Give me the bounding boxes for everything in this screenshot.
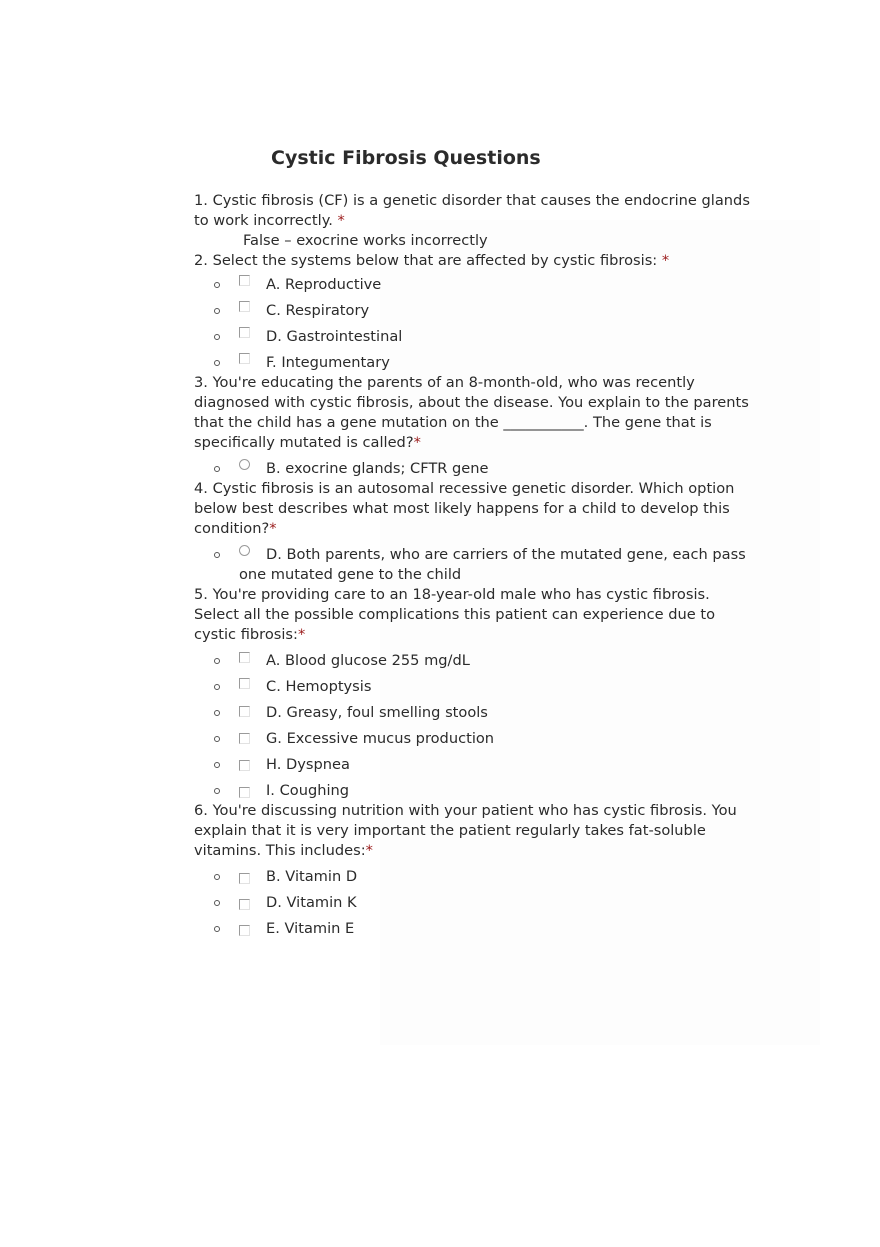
list-item [194,919,754,939]
checkbox[interactable] [239,733,250,744]
option-label: B. exocrine glands; CFTR gene [266,460,489,477]
required-mark: * [365,842,373,859]
question-4-options [194,545,754,585]
question-2-options [194,275,754,373]
question-5 [194,585,754,645]
list-item [194,545,754,585]
bullet-icon [214,552,220,558]
option-label: G. Excessive mucus production [266,730,495,747]
list-item [194,301,754,321]
list-item [194,353,754,373]
question-4-text: 4. Cystic fibrosis is an autosomal recessive genetic disorder. Which option below best describes what most likely happens for a child to develop this condition? [194,480,735,537]
bullet-icon [214,360,220,366]
checkbox[interactable] [239,925,250,936]
question-5-text: 5. You're providing care to an 18-year-old male who has cystic fibrosis. Select all the possible complications this patient can experience due to cystic fibrosis: [194,586,716,643]
list-item [194,867,754,887]
option-label: A. Reproductive [266,276,382,293]
list-item [194,703,754,723]
checkbox[interactable] [239,301,250,312]
question-1-answer: False – exocrine works incorrectly [243,232,488,249]
option-label: D. Gastrointestinal [266,328,403,345]
list-item [194,651,754,671]
bullet-icon [214,788,220,794]
checkbox[interactable] [239,678,250,689]
bullet-icon [214,466,220,472]
checkbox[interactable] [239,873,250,884]
bullet-icon [214,684,220,690]
question-list [194,191,754,939]
option-label: I. Coughing [266,782,350,799]
question-3 [194,373,754,453]
required-mark: * [661,252,670,269]
checkbox[interactable] [239,787,250,798]
checkbox[interactable] [239,652,250,663]
option-label: A. Blood glucose 255 mg/dL [266,652,470,669]
option-label: D. Greasy, foul smelling stools [266,704,488,721]
list-item [194,327,754,347]
question-3-text: 3. You're educating the parents of an 8-month-old, who was recently diagnosed with cystic fibrosis, about the disease. You explain to the parents that the child has a gene mutation on the ___________. The gene that is specifically mutated is called? [194,374,749,451]
radio-button[interactable] [239,459,250,470]
bullet-icon [214,308,220,314]
bullet-icon [214,874,220,880]
checkbox[interactable] [239,760,250,771]
question-3-options [194,459,754,479]
question-6-options [194,867,754,939]
question-5-options [194,651,754,801]
list-item [194,781,754,801]
bullet-icon [214,926,220,932]
list-item [194,729,754,749]
required-mark: * [413,434,421,451]
checkbox[interactable] [239,327,250,338]
bullet-icon [214,658,220,664]
question-2 [194,251,754,271]
checkbox[interactable] [239,899,250,910]
bullet-icon [214,710,220,716]
question-2-text: 2. Select the systems below that are affected by cystic fibrosis: [194,252,658,269]
question-6-text: 6. You're discussing nutrition with your patient who has cystic fibrosis. You explain that it is very important the patient regularly takes fat-soluble vitamins. This includes: [194,802,737,859]
option-label: D. Both parents, who are carriers of the mutated gene, each pass one mutated gene to the child [239,546,746,583]
required-mark: * [269,520,277,537]
checkbox[interactable] [239,353,250,364]
option-label: C. Respiratory [266,302,370,319]
list-item [194,275,754,295]
list-item [194,893,754,913]
list-item [194,677,754,697]
question-4 [194,479,754,539]
option-label: F. Integumentary [266,354,390,371]
radio-button[interactable] [239,545,250,556]
option-label: B. Vitamin D [266,868,358,885]
list-item [194,755,754,775]
checkbox[interactable] [239,275,250,286]
option-label: D. Vitamin K [266,894,357,911]
bullet-icon [214,736,220,742]
bullet-icon [214,282,220,288]
required-mark: * [337,212,345,229]
required-mark: * [297,626,306,643]
bullet-icon [214,762,220,768]
bullet-icon [214,334,220,340]
checkbox[interactable] [239,706,250,717]
question-1 [194,191,754,231]
option-label: H. Dyspnea [266,756,350,773]
option-label: E. Vitamin E [266,920,355,937]
page-title: Cystic Fibrosis Questions [271,147,541,169]
bullet-icon [214,900,220,906]
option-label: C. Hemoptysis [266,678,372,695]
question-6 [194,801,754,861]
question-1-text: 1. Cystic fibrosis (CF) is a genetic disorder that causes the endocrine glands to work incorrectly. [194,192,750,229]
list-item [194,459,754,479]
